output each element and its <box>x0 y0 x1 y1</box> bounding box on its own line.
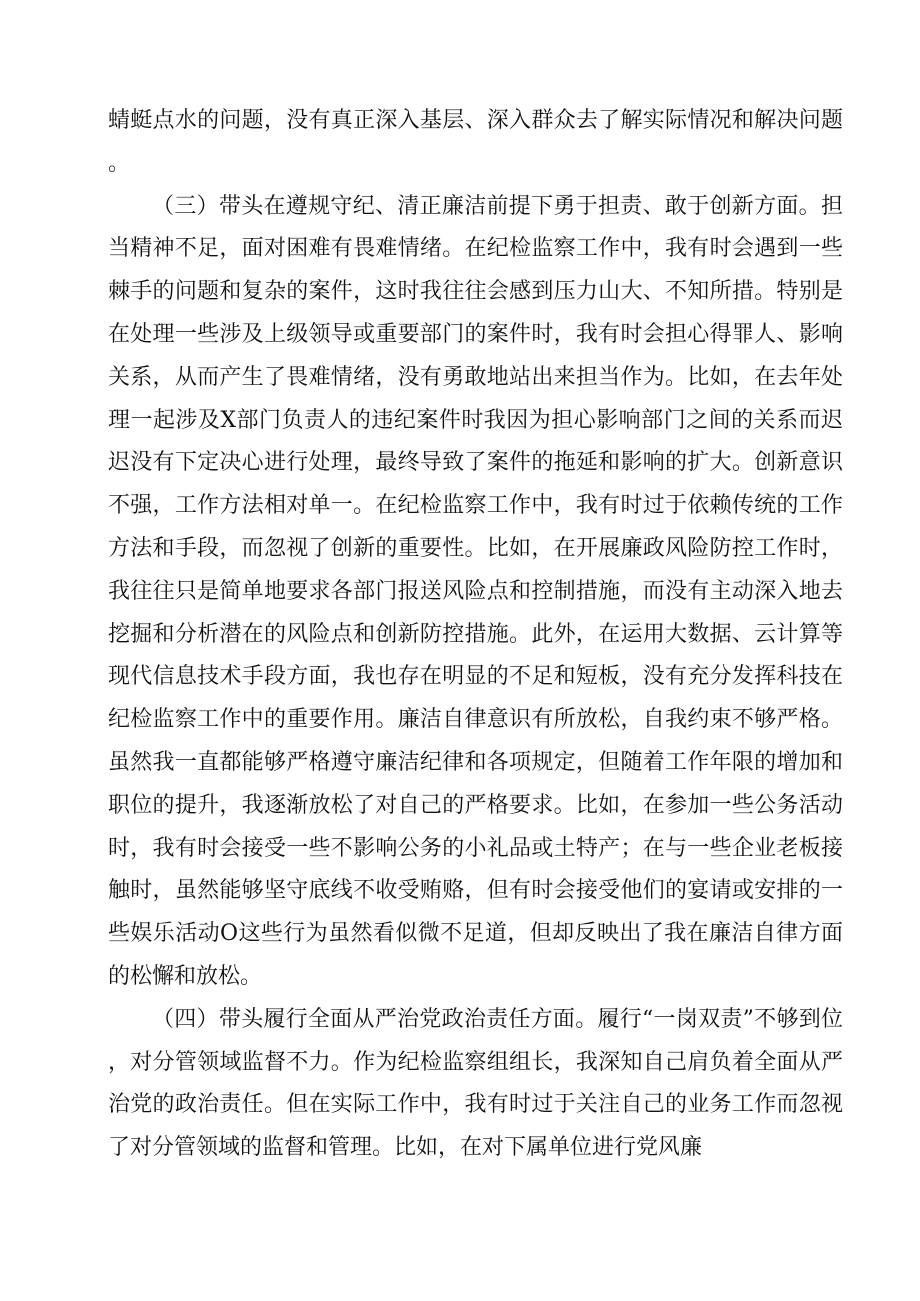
paragraph-section-three: （三）带头在遵规守纪、清正廉洁前提下勇于担责、敢于创新方面。担当精神不足，面对困难有畏难情绪。在纪检监察工作中，我有时会遇到一些棘手的问题和复杂的案件，这时我往往会感到压力山大、不知所措。特别是在处理一些涉及上级领导或重要部门的案件时，我有时会担心得罪人、影响关系，从而产生了畏难情绪，没有勇敢地站出来担当作为。比如，在去年处理一起涉及X部门负责人的违纪案件时我因为担心影响部门之间的关系而迟迟没有下定决心进行处理，最终导致了案件的拖延和影响的扩大。创新意识不强，工作方法相对单一。在纪检监察工作中，我有时过于依赖传统的工作方法和手段，而忽视了创新的重要性。比如，在开展廉政风险防控工作时，我往往只是简单地要求各部门报送风险点和控制措施，而没有主动深入地去挖掘和分析潜在的风险点和创新防控措施。此外，在运用大数据、云计算等现代信息技术手段方面，我也存在明显的不足和短板，没有充分发挥科技在纪检监察工作中的重要作用。廉洁自律意识有所放松，自我约束不够严格。虽然我一直都能够严格遵守廉洁纪律和各项规定，但随着工作年限的增加和职位的提升，我逐渐放松了对自己的严格要求。比如，在参加一些公务活动时，我有时会接受一些不影响公务的小礼品或土特产；在与一些企业老板接触时，虽然能够坚守底线不收受贿赂，但有时会接受他们的宴请或安排的一些娱乐活动O这些行为虽然看似微不足道，但却反映出了我在廉洁自律方面的松懈和放松。 <box>108 193 843 989</box>
paragraph-section-four: （四）带头履行全面从严治党政治责任方面。履行“一岗双责”不够到位，对分管领域监督不力。作为纪检监察组组长，我深知自己肩负着全面从严治党的政治责任。但在实际工作中，我有时过于关注自己的业务工作而忽视了对分管领域的监督和管理。比如，在对下属单位进行党风廉 <box>108 1006 843 1161</box>
paragraph-continued: 蜻蜓点水的问题，没有真正深入基层、深入群众去了解实际情况和解决问题。 <box>108 108 843 176</box>
document-body <box>108 100 843 1170</box>
